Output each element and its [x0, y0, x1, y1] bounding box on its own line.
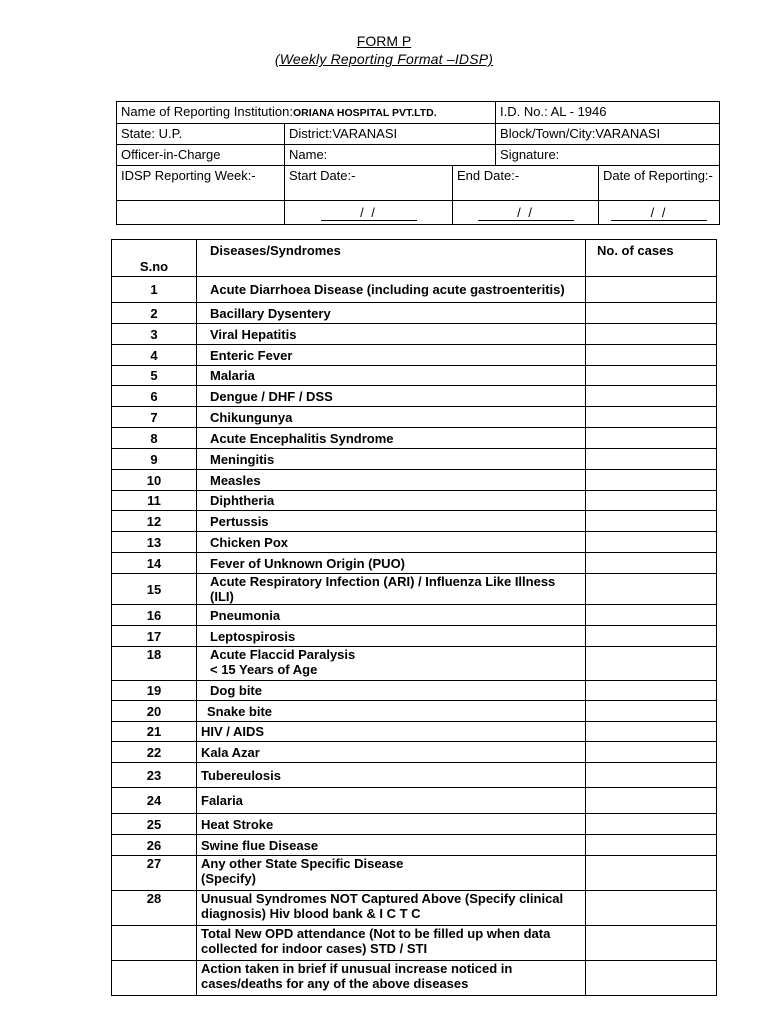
disease-name-line: Any other State Specific Disease [201, 856, 404, 871]
cases-count-field[interactable] [586, 491, 717, 511]
cases-count-field[interactable] [586, 856, 717, 891]
cases-count-field[interactable] [586, 407, 717, 428]
cases-count-field[interactable] [586, 605, 717, 626]
disease-name-line: Viral Hepatitis [210, 326, 297, 342]
table-row [112, 722, 717, 742]
table-row [112, 926, 717, 961]
table-row [112, 366, 717, 386]
row-sno: 21 [112, 722, 197, 742]
disease-name-line: Total New OPD attendance (Not to be filled up when data [201, 926, 551, 941]
disease-name-line: Snake bite [207, 703, 273, 719]
disease-name-line: Chikungunya [210, 409, 293, 425]
table-header-row [112, 240, 717, 277]
row-sno: 2 [112, 303, 197, 324]
table-row [112, 277, 717, 303]
row-disease-name [197, 511, 586, 532]
start-date-label-cell: Start Date:- [285, 166, 453, 201]
cases-count-field[interactable] [586, 701, 717, 722]
disease-name-line: Chicken Pox [210, 534, 289, 550]
cases-count-field[interactable] [586, 626, 717, 647]
disease-name-line: Measles [210, 472, 261, 488]
cases-count-field[interactable] [586, 574, 717, 605]
row-sno: 8 [112, 428, 197, 449]
column-header-cases: No. of cases [586, 240, 717, 277]
institution-label: Name of Reporting Institution: [121, 104, 293, 119]
row-sno: 9 [112, 449, 197, 470]
start-date-blank: / / [321, 205, 417, 221]
table-row [112, 386, 717, 407]
cases-count-field[interactable] [586, 277, 717, 303]
table-row [112, 574, 717, 605]
disease-name-line: Enteric Fever [210, 347, 293, 363]
table-row [112, 532, 717, 553]
row-disease-name [197, 386, 586, 407]
disease-name-line-2: < 15 Years of Age [210, 662, 318, 677]
disease-name-line: Diphtheria [210, 493, 275, 508]
cases-count-field[interactable] [586, 428, 717, 449]
table-row [112, 626, 717, 647]
row-sno: 6 [112, 386, 197, 407]
row-disease-name [197, 891, 586, 926]
disease-name-line: Tubereulosis [201, 767, 281, 783]
cases-count-field[interactable] [586, 532, 717, 553]
diseases-table [111, 239, 717, 996]
row-disease-name [197, 366, 586, 386]
table-row [112, 470, 717, 491]
disease-name-line: HIV / AIDS [201, 724, 265, 739]
table-row [112, 647, 717, 681]
cases-count-field[interactable] [586, 722, 717, 742]
cases-count-field[interactable] [586, 961, 717, 996]
row-disease-name [197, 856, 586, 891]
table-row [112, 891, 717, 926]
row-sno: 1 [112, 277, 197, 303]
form-subtitle: (Weekly Reporting Format –IDSP) [274, 51, 494, 67]
cases-count-field[interactable] [586, 788, 717, 814]
row-disease-name [197, 647, 586, 681]
row-sno: 23 [112, 763, 197, 788]
table-row [112, 303, 717, 324]
cases-count-field[interactable] [586, 742, 717, 763]
table-row [112, 605, 717, 626]
institution-value: ORIANA HOSPITAL PVT.LTD. [292, 107, 437, 119]
table-row [112, 491, 717, 511]
row-disease-name [197, 814, 586, 835]
row-sno: 4 [112, 345, 197, 366]
reporting-week-cell: IDSP Reporting Week:- [117, 166, 285, 201]
id-number-cell: I.D. No.: AL - 1946 [496, 102, 720, 124]
cases-count-field[interactable] [586, 926, 717, 961]
cases-count-field[interactable] [586, 891, 717, 926]
row-sno: 10 [112, 470, 197, 491]
start-date-field[interactable] [285, 201, 453, 225]
row-sno: 26 [112, 835, 197, 856]
row-sno [112, 926, 197, 961]
row-disease-name [197, 324, 586, 345]
cases-count-field[interactable] [586, 814, 717, 835]
signature-field[interactable]: Signature: [496, 145, 720, 166]
disease-name-line: Fever of Unknown Origin (PUO) [210, 555, 406, 571]
row-disease-name [197, 277, 586, 303]
row-sno: 17 [112, 626, 197, 647]
row-sno: 16 [112, 605, 197, 626]
table-row [112, 345, 717, 366]
cases-count-field[interactable] [586, 763, 717, 788]
row-sno: 3 [112, 324, 197, 345]
row-disease-name [197, 701, 586, 722]
disease-name-line-2: diagnosis) Hiv blood bank & I C T C [201, 906, 421, 921]
row-sno: 14 [112, 553, 197, 574]
disease-name-line: Swine flue Disease [201, 837, 319, 853]
disease-name-line: Action taken in brief if unusual increase noticed in [201, 961, 513, 976]
end-date-blank: / / [478, 205, 574, 221]
row-sno: 27 [112, 856, 197, 891]
cases-count-field[interactable] [586, 386, 717, 407]
row-disease-name [197, 574, 586, 605]
table-row [112, 814, 717, 835]
cases-count-field[interactable] [586, 303, 717, 324]
row-sno: 12 [112, 511, 197, 532]
row-disease-name [197, 681, 586, 701]
disease-name-line: Dengue / DHF / DSS [210, 388, 333, 404]
row-disease-name [197, 449, 586, 470]
row-sno: 7 [112, 407, 197, 428]
table-row [112, 961, 717, 996]
disease-name-line: Acute Flaccid Paralysis [210, 647, 356, 662]
date-of-reporting-label-cell: Date of Reporting:- [599, 166, 720, 201]
row-sno: 19 [112, 681, 197, 701]
institution-cell [117, 102, 496, 124]
disease-name-line: Bacillary Dysentery [210, 305, 331, 321]
row-disease-name [197, 470, 586, 491]
row-sno: 20 [112, 701, 197, 722]
table-row [112, 449, 717, 470]
disease-name-line-2: (Specify) [201, 871, 256, 886]
cases-count-field[interactable] [586, 345, 717, 366]
disease-name-line: Dog bite [210, 683, 262, 698]
row-disease-name [197, 788, 586, 814]
reporting-date-blank: / / [611, 205, 707, 221]
row-sno: 15 [112, 574, 197, 605]
row-sno: 28 [112, 891, 197, 926]
table-row [112, 511, 717, 532]
column-header-disease: Diseases/Syndromes [197, 240, 586, 277]
table-row [112, 701, 717, 722]
disease-name-line: Heat Stroke [201, 816, 274, 832]
row-disease-name [197, 763, 586, 788]
cases-count-field[interactable] [586, 553, 717, 574]
district-cell: District:VARANASI [285, 124, 496, 145]
table-row [112, 681, 717, 701]
cases-count-field[interactable] [586, 511, 717, 532]
table-row [112, 324, 717, 345]
disease-name-line: Acute Encephalitis Syndrome [210, 430, 394, 446]
row-disease-name [197, 345, 586, 366]
table-row [112, 763, 717, 788]
row-sno: 22 [112, 742, 197, 763]
state-cell: State: U.P. [117, 124, 285, 145]
disease-name-line: Falaria [201, 793, 243, 808]
row-disease-name [197, 626, 586, 647]
table-row [112, 742, 717, 763]
table-row [112, 553, 717, 574]
disease-name-line-2: collected for indoor cases) STD / STI [201, 941, 428, 956]
table-row [112, 856, 717, 891]
row-sno: 18 [112, 647, 197, 681]
row-sno: 5 [112, 366, 197, 386]
disease-name-line: Unusual Syndromes NOT Captured Above (Specify clinical [201, 891, 564, 906]
row-disease-name [197, 961, 586, 996]
cases-count-field[interactable] [586, 647, 717, 681]
block-cell: Block/Town/City:VARANASI [496, 124, 720, 145]
table-row [112, 428, 717, 449]
disease-name-line: Malaria [210, 368, 255, 383]
end-date-field[interactable] [453, 201, 599, 225]
cases-count-field[interactable] [586, 835, 717, 856]
row-sno [112, 961, 197, 996]
row-disease-name [197, 553, 586, 574]
table-row [112, 788, 717, 814]
row-disease-name [197, 491, 586, 511]
cases-count-field[interactable] [586, 449, 717, 470]
name-field[interactable]: Name: [285, 145, 496, 166]
disease-name-line: Leptospirosis [210, 628, 296, 644]
row-disease-name [197, 835, 586, 856]
form-title: FORM P [356, 33, 412, 49]
row-disease-name [197, 722, 586, 742]
row-sno: 25 [112, 814, 197, 835]
blank-week-cell [117, 201, 285, 225]
disease-name-line: Pneumonia [210, 607, 281, 623]
row-disease-name [197, 303, 586, 324]
row-sno: 13 [112, 532, 197, 553]
row-disease-name [197, 407, 586, 428]
table-row [112, 835, 717, 856]
row-sno: 24 [112, 788, 197, 814]
row-sno: 11 [112, 491, 197, 511]
cases-count-field[interactable] [586, 366, 717, 386]
officer-cell: Officer-in-Charge [117, 145, 285, 166]
disease-name-line: Kala Azar [201, 744, 260, 760]
end-date-label-cell: End Date:- [453, 166, 599, 201]
disease-name-line: Meningitis [210, 451, 275, 467]
row-disease-name [197, 532, 586, 553]
cases-count-field[interactable] [586, 681, 717, 701]
institution-header-table [116, 101, 720, 225]
row-disease-name [197, 605, 586, 626]
column-header-sno: S.no [112, 240, 197, 277]
cases-count-field[interactable] [586, 470, 717, 491]
row-disease-name [197, 428, 586, 449]
cases-count-field[interactable] [586, 324, 717, 345]
row-disease-name [197, 926, 586, 961]
disease-name-line: Acute Respiratory Infection (ARI) / Influenza Like Illness (ILI) [210, 574, 556, 604]
table-row [112, 407, 717, 428]
disease-name-line: Pertussis [210, 513, 269, 529]
reporting-date-field[interactable] [599, 201, 720, 225]
row-disease-name [197, 742, 586, 763]
disease-name-line: Acute Diarrhoea Disease (including acute gastroenteritis) [210, 282, 565, 297]
disease-name-line-2: cases/deaths for any of the above diseases [201, 976, 469, 991]
